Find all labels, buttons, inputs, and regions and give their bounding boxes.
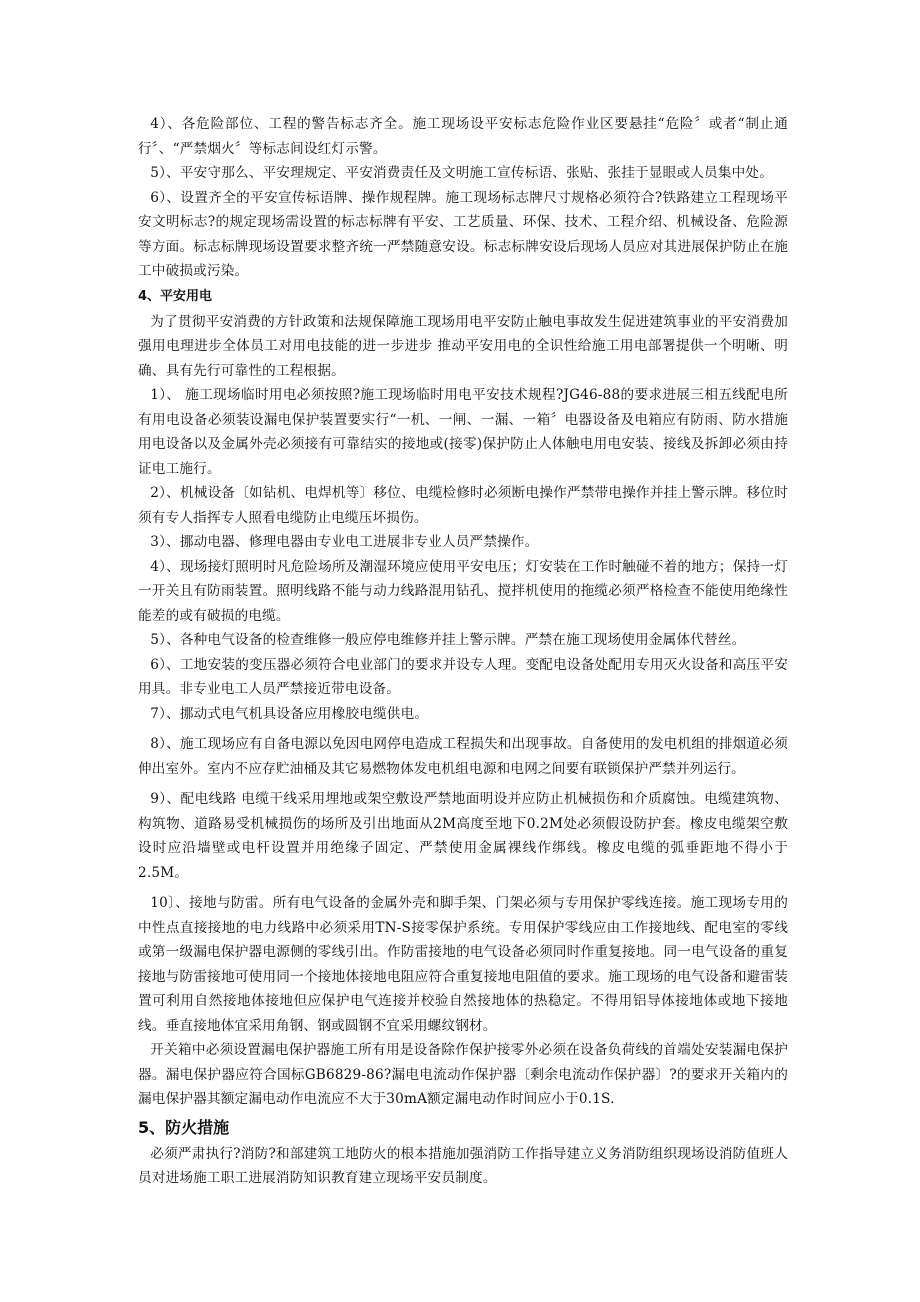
document-body (138, 112, 788, 1191)
paragraph-electric-item-1: 1）、 施工现场临时用电必须按照?施工现场临时用电平安技术规程?JG46-88的要求进展三相五线配电所有用电设备必须装设漏电保护装置要实行“一机、一闸、一漏、一箱〞电器设备及电箱应有防雨、防水措施用电设备以及金属外壳必须接有可靠结实的接地或(接零)保护防止人体触电用电安装、接线及拆卸必须由持证电工施行。 (138, 387, 788, 477)
paragraph-electric-item-2: 2）、机械设备〔如钻机、电焊机等〕移位、电缆检修时必须断电操作严禁带电操作并挂上警示牌。移位时须有专人指挥专人照看电缆防止电缆压坏损伤。 (138, 485, 788, 526)
paragraph-electric-item-9: 9）、配电线路 电缆干线采用埋地或架空敷设严禁地面明设并应防止机械损伤和介质腐蚀。电缆建筑物、构筑物、道路易受机械损伤的场所及引出地面从2M高度至地下0.2M处必须假设防护套。橡皮电缆架空敷设时应沿墙壁或电杆设置并用绝缘子固定、严禁使用金属裸线作绑线。橡皮电缆的弧垂距地不得小于2.5M。 (138, 791, 788, 881)
paragraph-electric-item-4: 4）、现场接灯照明时凡危险场所及潮湿环境应使用平安电压；灯安装在工作时触碰不着的地方；保持一灯一开关且有防雨装置。照明线路不能与动力线路混用钻孔、搅拌机使用的拖缆必须严格检查不能使用绝缘性能差的或有破损的电缆。 (138, 558, 788, 624)
section-heading-fire-prevention: 5、防火措施 (138, 1117, 230, 1137)
paragraph-electric-item-3: 3）、挪动电器、修理电器由专业电工进展非专业人员严禁操作。 (150, 534, 539, 550)
paragraph-leakage-protector: 开关箱中必须设置漏电保护器施工所有用是设备除作保护接零外必须在设备负荷线的首端处安装漏电保护器。漏电保护器应符合国标GB6829-86?漏电电流动作保护器〔剩余电流动作保护器〕?的要求开关箱内的漏电保护器其额定漏电动作电流应不大于30mA额定漏电动作时间应小于0.1S. (138, 1042, 788, 1107)
section-heading-electric-safety: 4、平安用电 (138, 288, 213, 304)
paragraph-electric-intro: 为了贯彻平安消费的方针政策和法规保障施工现场用电平安防止触电事故发生促进建筑事业的平安消费加强用电理进步全体员工对用电技能的进一步进步 推动平安用电的全识性给施工用电部署提供一个明晰、明确、具有先行可靠性的工程根据。 (138, 313, 788, 379)
paragraph-electric-item-8: 8）、施工现场应有自备电源以免因电网停电造成工程损失和出现事故。自备使用的发电机组的排烟道必须伸出室外。室内不应存贮油桶及其它易燃物体发电机组电源和电网之间要有联锁保护严禁并列运行。 (138, 736, 788, 777)
paragraph-electric-item-6: 6）、工地安装的变压器必须符合电业部门的要求并设专人理。变配电设备处配用专用灭火设备和高压平安用具。非专业电工人员严禁接近带电设备。 (138, 656, 788, 697)
paragraph-electric-item-5: 5）、各种电气设备的检查维修一般应停电维修并挂上警示牌。严禁在施工现场使用金属体代替丝。 (150, 632, 746, 648)
paragraph-warning-signs: 4）、各危险部位、工程的警告标志齐全。施工现场设平安标志危险作业区要悬挂“危险〞或者“制止通行〞、“严禁烟火〞等标志间设红灯示警。 (138, 116, 788, 157)
paragraph-safety-slogans: 5）、平安守那么、平安理规定、平安消费责任及文明施工宣传标语、张贴、张挂于显眼或人员集中处。 (150, 165, 773, 181)
paragraph-fire-measures: 必须严肃执行?消防?和部建筑工地防火的根本措施加强消防工作指导建立义务消防组织现场设消防值班人员对进场施工职工进展消防知识教育建立现场平安员制度。 (138, 1145, 788, 1186)
paragraph-electric-item-10: 10〕、接地与防雷。所有电气设备的金属外壳和脚手架、门架必须与专用保护零线连接。施工现场专用的中性点直接接地的电力线路中必须采用TN-S接零保护系统。专用保护零线应由工作接地线、配电室的零线或第一级漏电保护器电源侧的零线引出。作防雷接地的电气设备必须同时作重复接地。同一电气设备的重复接地与防雷接地可使用同一个接地体接地电阻应符合重复接地电阻值的要求。施工现场的电气设备和避雷装置可利用自然接地体接地但应保护电气连接并校验自然接地体的热稳定。不得用铝导体接地体或地下接地线。垂直接地体宜采用角钢、钢或圆钢不宜采用螺纹钢材。 (138, 895, 788, 1034)
paragraph-electric-item-7: 7）、挪动式电气机具设备应用橡胶电缆供电。 (150, 705, 429, 722)
paragraph-safety-signboards: 6）、设置齐全的平安宣传标语牌、操作规程牌。施工现场标志牌尺寸规格必须符合?铁路建立工程现场平安文明标志?的规定现场需设置的标志标牌有平安、工艺质量、环保、技术、工程介绍、机械设备、危险源等方面。标志标牌现场设置要求整齐统一严禁随意安设。标志标牌安设后现场人员应对其进展保护防止在施工中破损或污染。 (138, 189, 788, 279)
